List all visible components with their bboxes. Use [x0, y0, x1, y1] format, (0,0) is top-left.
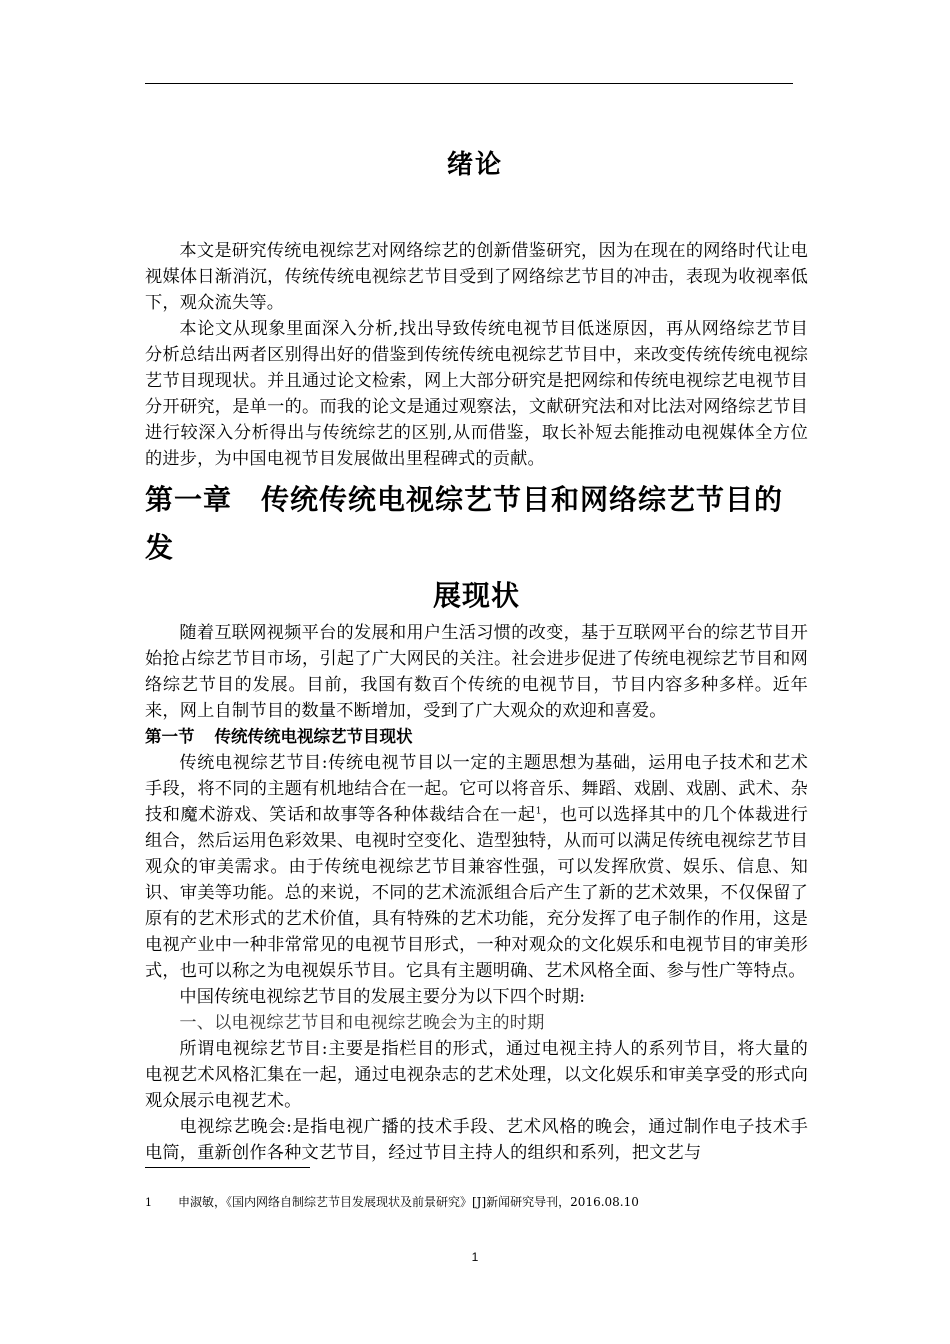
chapter-heading-line1: 第一章 传统传统电视综艺节目和网络综艺节目的发 — [145, 483, 784, 564]
section-paragraph-4: 所谓电视综艺节目:主要是指栏目的形式，通过电视主持人的系列节目，将大量的电视艺术风格汇集在一起，通过电视杂志的艺术处理，以文化娱乐和审美享受的形式向观众展示电视艺术。 — [145, 1039, 808, 1111]
intro-paragraph-1: 本文是研究传统电视综艺对网络综艺的创新借鉴研究，因为在现在的网络时代让电视媒体日渐消沉，传统传统电视综艺节目受到了网络综艺节目的冲击，表现为收视率低下，观众流失等。 — [145, 241, 808, 313]
section-heading — [145, 724, 808, 750]
section-paragraph-1 — [145, 750, 808, 984]
section-paragraph-2: 中国传统电视综艺节目的发展主要分为以下四个时期: — [179, 987, 586, 1007]
intro-paragraph-2: 本论文从现象里面深入分析,找出导致传统电视节目低迷原因，再从网络综艺节目分析总结出两者区别得出好的借鉴到传统传统电视综艺节目中，来改变传统传统电视综艺节目现现状。并且通过论文检索，网上大部分研究是把网综和传统电视综艺电视节目分开研究，是单一的。而我的论文是通过观察法，文献研究法和对比法对网络综艺节目进行较深入分析得出与传统综艺的区别,从而借鉴，取长补短去能推动电视媒体全方位的进步，为中国电视节目发展做出里程碑式的贡献。 — [145, 319, 808, 469]
footnote-reference[interactable]: 1 — [535, 806, 542, 817]
chapter-heading-line2: 展现状 — [432, 579, 520, 612]
section-number: 第一节 — [145, 727, 195, 746]
section-paragraph-1-part-b: ，也可以选择其中的几个体裁进行组合，然后运用色彩效果、电视时空变化、造型独特，从而可以满足传统电视综艺节目观众的审美需求。由于传统电视综艺节目兼容性强，可以发挥欣赏、娱乐、信息、知识、审美等功能。总的来说，不同的艺术流派组合后产生了新的艺术效果，不仅保留了原有的艺术形式的艺术价值，具有特殊的艺术功能，充分发挥了电子制作的作用，这是电视产业中一种非常常见的电视节目形式，一种对观众的文化娱乐和电视节目的审美形式，也可以称之为电视娱乐节目。它具有主题明确、艺术风格全面、参与性广等特点。 — [145, 805, 808, 981]
footnote-number: 1 — [145, 1196, 152, 1209]
footnote — [145, 1193, 845, 1212]
footnote-text: 申淑敏，《国内网络自制综艺节目发展现状及前景研究》[J]新闻研究导刊，2016.08.10 — [178, 1195, 639, 1209]
chapter-heading — [145, 476, 808, 620]
footnote-rule — [145, 1167, 310, 1168]
section-paragraph-5: 电视综艺晚会:是指电视广播的技术手段、艺术风格的晚会，通过制作电子技术手电筒，重新创作各种文艺节目，经过节目主持人的组织和系列，把文艺与 — [145, 1117, 808, 1163]
page-title: 绪论 — [446, 150, 503, 180]
header-rule — [145, 83, 793, 84]
section-title: 传统传统电视综艺节目现状 — [214, 727, 413, 746]
chapter-paragraph: 随着互联网视频平台的发展和用户生活习惯的改变，基于互联网平台的综艺节目开始抢占综艺节目市场，引起了广大网民的关注。社会进步促进了传统电视综艺节目和网络综艺节目的发展。目前，我国有数百个传统的电视节目，节目内容多种多样。近年来，网上自制节目的数量不断增加，受到了广大观众的欢迎和喜爱。 — [145, 623, 808, 721]
section-subheading: 一、以电视综艺节目和电视综艺晚会为主的时期 — [179, 1013, 545, 1033]
page-number: 1 — [471, 1250, 479, 1264]
body-text — [145, 238, 808, 1166]
section-paragraph-1-part-a: 传统电视综艺节目:传统电视节目以一定的主题思想为基础，运用电子技术和艺术手段，将不同的主题有机地结合在一起。它可以将音乐、舞蹈、戏剧、戏剧、武术、杂技和魔术游戏、笑话和故事等各种体裁结合在一起 — [145, 753, 808, 825]
